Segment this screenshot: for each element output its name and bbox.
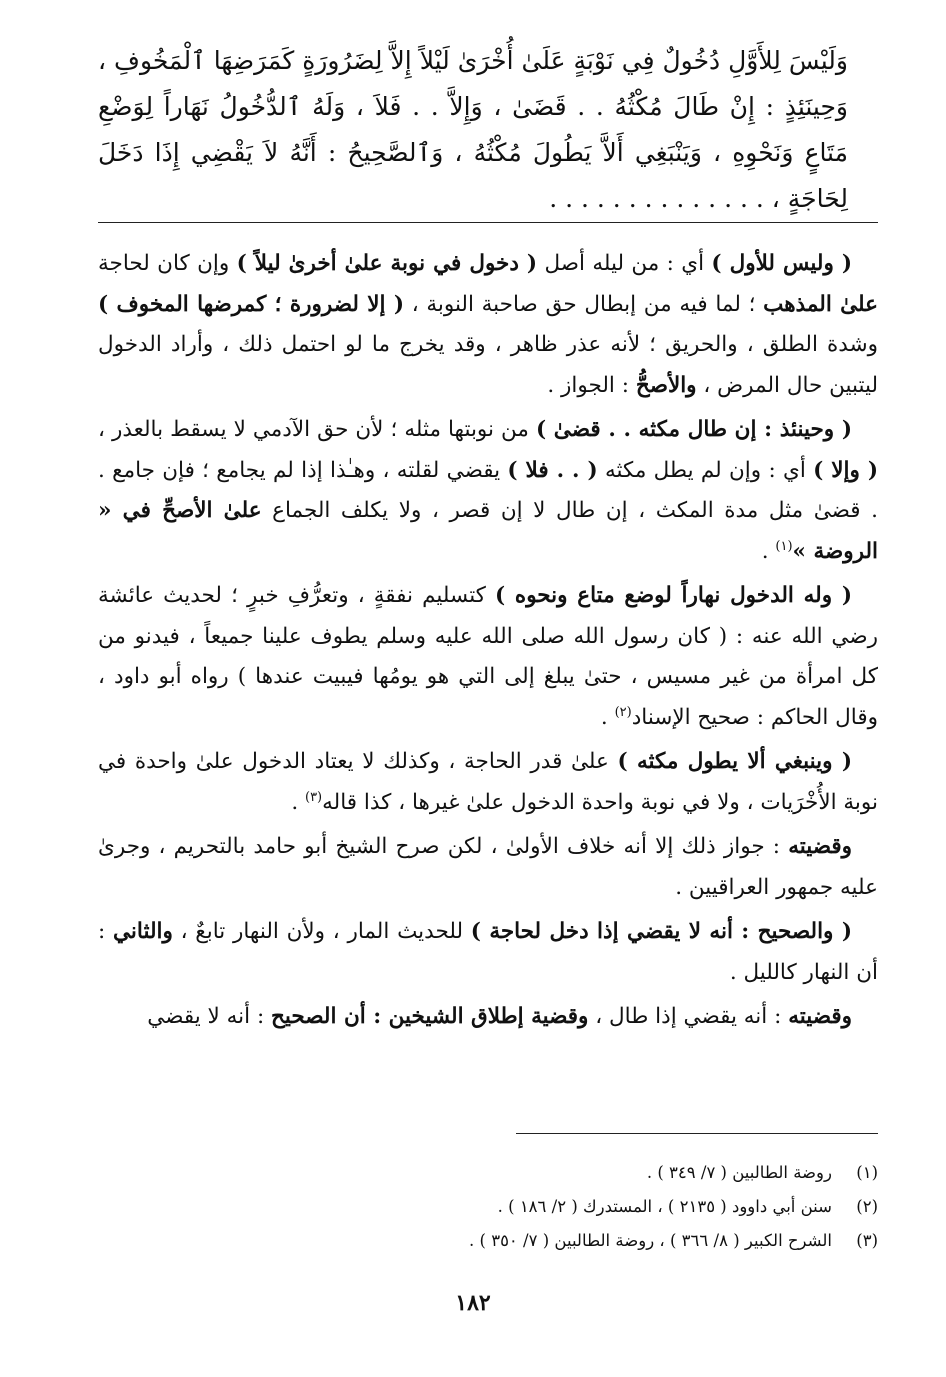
commentary-text: أي : من ليله أصل <box>537 251 712 276</box>
bold-quote: ( وليس للأول ) <box>711 251 853 276</box>
bold-quote: علىٰ الأصحِّ في « الروضة » <box>98 498 878 564</box>
footnote-ref[interactable]: (٣) <box>304 789 323 805</box>
commentary-text: : جواز ذلك إلا أنه خلاف الأولىٰ ، لكن صرح الشيخ أبو حامد بالتحريم ، وجرىٰ عليه جمهور العراقيين . <box>98 834 878 900</box>
footnote-item <box>98 1190 878 1224</box>
footnote-number: (٣) <box>856 1231 878 1250</box>
sharh-paragraph <box>98 576 878 738</box>
commentary-text: كتسليم نفقةٍ ، وتعرُّفِ خبرٍ ؛ لحديث عائشة رضي الله عنه : ( كان رسول الله صلى الله عليه وسلم يطوف علينا جميعاً ، فيدنو من كل امرأة من غير مسيس ، حتىٰ يبلغ إلى التي هو يومُها فيبيت عندها ) رواه أبو داود ، وقال الحاكم : صحيح الإسناد <box>98 583 878 730</box>
sharh-paragraph <box>98 997 878 1038</box>
sharh-paragraph <box>98 410 878 572</box>
bold-quote: وقضيته <box>788 1004 852 1029</box>
sharh-paragraph <box>98 742 878 823</box>
footnote-text: سنن أبي داوود ( ٢١٣٥ ) ، المستدرك ( ٢/ ١٨٦ ) . <box>497 1197 832 1216</box>
commentary-text: : الجواز . <box>547 372 636 398</box>
footnote-text: الشرح الكبير ( ٨/ ٣٦٦ ) ، روضة الطالبين ( ٧/ ٣٥٠ ) . <box>469 1231 832 1250</box>
commentary-text: للحديث المار ، ولأن النهار تابعٌ ، <box>172 919 471 944</box>
commentary-text: . <box>600 704 615 730</box>
footnote-ref[interactable]: (١) <box>775 538 793 554</box>
commentary-text: علىٰ قدر الحاجة ، وكذلك لا يعتاد الدخول علىٰ واحدة في نوبة الأُخْرَيات ، ولا في نوبة واحدة الدخول علىٰ غيرها ، كذا قاله <box>98 749 878 815</box>
commentary-text: وشدة الطلق ، والحريق ؛ لأنه عذر ظاهر ، وقد يخرج ما لو احتمل ذلك ، وأراد الدخول ليتبين حال المرض ، <box>98 332 878 398</box>
sharh-commentary <box>98 244 878 1042</box>
commentary-text: . <box>761 538 776 564</box>
commentary-text: أي : وإن لم يطل مكثه <box>597 457 814 483</box>
sharh-paragraph <box>98 912 878 993</box>
commentary-text: من نوبتها مثله ؛ لأن حق الآدمي لا يسقط بالعذر ، <box>98 417 536 442</box>
commentary-text: . <box>291 789 305 815</box>
bold-quote: ( وإلا ) <box>813 457 878 483</box>
commentary-text: ؛ لما فيه من إبطال حق صاحبة النوبة ، <box>404 291 764 317</box>
bold-quote: ( والصحيح : أنه لا يقضي إذا دخل لحاجة ) <box>470 919 853 944</box>
bold-quote: ( وحينئذ : إن طال مكثه . . قضىٰ ) <box>535 417 852 442</box>
footnote-number: (٢) <box>856 1197 878 1216</box>
footnote-number: (١) <box>856 1163 878 1182</box>
bold-quote: وقضيته <box>788 834 852 859</box>
commentary-text: : أنه يقضي إذا طال ، <box>588 1004 789 1029</box>
page-number: ١٨٢ <box>455 1290 491 1316</box>
commentary-text: : أن النهار كالليل . <box>98 919 878 985</box>
bold-quote: وقضية إطلاق الشيخين : أن الصحيح <box>271 1004 589 1029</box>
sharh-paragraph <box>98 244 878 406</box>
commentary-text: وإن كان لحاجة <box>98 251 237 276</box>
bold-quote: والأصحُّ <box>635 372 697 398</box>
bold-quote: ( وله الدخول نهاراً لوضع متاع ونحوه ) <box>495 583 853 608</box>
matn-text: وَلَيْسَ لِلأَوَّلِ دُخُولٌ فِي نَوْبَةٍ عَلَىٰ أُخْرَىٰ لَيْلاً إِلاَّ لِضَرُورَةٍ كَمَرَضِهَا ٱلْمَخُوفِ ، وَحِينَئِذٍ : إِنْ طَالَ مُكْثُهُ . . قَضَىٰ ، وَإِلاَّ . . فَلاَ ، وَلَهُ ٱلدُّخُولُ نَهَاراً لِوَضْعِ مَتَاعٍ وَنَحْوِهِ ، وَيَنْبَغِي أَلاَّ يَطُولَ مُكْثُهُ ، وَٱلصَّحِيحُ : أَنَّهُ لاَ يَقْضِي إِذَا دَخَلَ لِحَاجَةٍ ، . . . . . . . . . . . . . . <box>98 46 848 213</box>
footnotes <box>98 1156 878 1258</box>
footnote-separator <box>516 1133 878 1134</box>
bold-quote: علىٰ المذهب <box>763 291 879 317</box>
bold-quote: ( . . فلا ) <box>507 457 598 483</box>
bold-quote: ( دخول في نوبة علىٰ أخرىٰ ليلاً ) <box>236 251 538 276</box>
footnote-item <box>98 1224 878 1258</box>
bold-quote: والثاني <box>113 919 173 944</box>
footnote-ref[interactable]: (٢) <box>614 704 632 720</box>
bold-quote: ( وينبغي ألا يطول مكثه ) <box>617 749 852 774</box>
separator-rule <box>98 222 878 223</box>
commentary-text: يقضي لقلته ، وهـٰذا إذا لم يجامع ؛ فإن جامع . . قضىٰ مثل مدة المكث ، إن طال لا إن قصر ، ولا يكلف الجماع <box>98 457 878 523</box>
commentary-text: : أنه لا يقضي <box>147 1004 272 1029</box>
sharh-paragraph <box>98 827 878 908</box>
bold-quote: ( إلا لضرورة ؛ كمرضها المخوف ) <box>98 291 405 317</box>
footnote-item <box>98 1156 878 1190</box>
footnote-text: روضة الطالبين ( ٧/ ٣٤٩ ) . <box>646 1163 832 1182</box>
